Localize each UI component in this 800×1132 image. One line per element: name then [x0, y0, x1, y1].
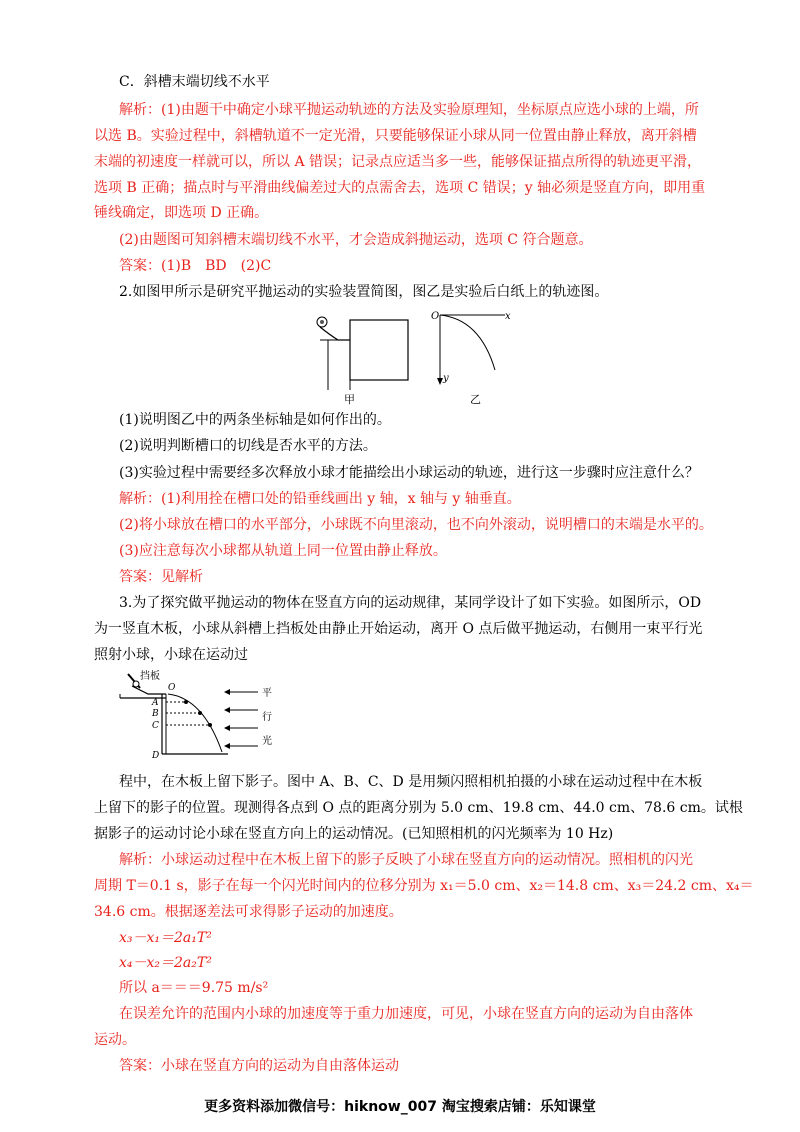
equation-3: 所以 a＝＝＝9.75 m/s²	[119, 980, 269, 996]
q2-question-1: (1)说明图乙中的两条坐标轴是如何作出的。	[119, 412, 391, 428]
light-label-3: 光	[262, 736, 272, 747]
axis-y-label: y	[443, 373, 449, 384]
point-o: O	[168, 683, 176, 693]
q1-analysis-line-2: 以选 B。实验过程中，斜槽轨道不一定光滑，只要能够保证小球从同一位置由静止释放，离开斜槽	[94, 128, 697, 144]
axis-x-label: x	[505, 311, 511, 322]
q1-analysis-line-5: 锤线确定，即选项 D 正确。	[94, 205, 269, 221]
q3-analysis-3: 34.6 cm。根据逐差法可求得影子运动的加速度。	[94, 904, 403, 920]
q3-analysis-2: 周期 T＝0.1 s，影子在每一个闪光时间内的位移分别为 x₁＝5.0 cm、x₂＝14.8 cm、x₃＝24.2 cm、x₄＝	[94, 878, 754, 894]
option-c: C．斜槽末端切线不水平	[119, 74, 270, 90]
q3-stem-1: 3.为了探究做平抛运动的物体在竖直方向的运动规律，某同学设计了如下实验。如图所示，OD	[119, 595, 702, 611]
q2-answer: 答案：见解析	[119, 569, 203, 585]
q2-analysis-3: (3)应注意每次小球都从轨道上同一位置由静止释放。	[119, 543, 447, 559]
q3-analysis-1: 解析：小球运动过程中在木板上留下的影子反映了小球在竖直方向的运动情况。照相机的闪光	[119, 852, 693, 868]
baffle-label: 挡板	[140, 671, 160, 682]
q2-analysis-2: (2)将小球放在槽口的水平部分，小球既不向里滚动，也不向外滚动，说明槽口的末端是水平的。	[119, 517, 713, 533]
q1-analysis-line-6: (2)由题图可知斜槽末端切线不水平，才会造成斜抛运动，选项 C 符合题意。	[119, 232, 593, 248]
q3-answer: 答案：小球在竖直方向的运动为自由落体运动	[119, 1058, 399, 1074]
point-c: C	[152, 721, 159, 731]
axis-origin-label: O	[431, 311, 440, 322]
q3-stem-2: 为一竖直木板，小球从斜槽上挡板处由静止开始运动，离开 O 点后做平抛运动，右侧用一束平行光	[94, 621, 703, 637]
q3-stem-6: 据影子的运动讨论小球在竖直方向上的运动情况。(已知照相机的闪光频率为 10 Hz)	[94, 826, 614, 842]
light-label-1: 平	[262, 688, 272, 699]
q1-analysis-line-3: 末端的初速度一样就可以，所以 A 错误；记录点应适当多一些，能够保证描点所得的轨迹更平滑，	[94, 154, 702, 170]
q3-stem-4: 程中，在木板上留下影子。图中 A、B、C、D 是用频闪照相机拍摄的小球在运动过程中在木板	[119, 774, 703, 790]
point-d: D	[152, 751, 160, 761]
equation-2: x₄－x₂＝2a₂T²	[119, 955, 212, 971]
trajectory-diagram	[431, 311, 511, 405]
q2-question-2: (2)说明判断槽口的切线是否水平的方法。	[119, 438, 377, 454]
q3-stem-5: 上留下的影子的位置。现测得各点到 O 点的距离分别为 5.0 cm、19.8 cm、44.0 cm、78.6 cm。试根	[94, 800, 743, 816]
q2-analysis-1: 解析：(1)利用拴在槽口处的铅垂线画出 y 轴，x 轴与 y 轴垂直。	[119, 491, 521, 507]
label-yi: 乙	[470, 393, 481, 405]
q1-analysis-line-4: 选项 B 正确；描点时与平滑曲线偏差过大的点需舍去，选项 C 错误；y 轴必须是竖直方向，即用重	[94, 180, 706, 196]
q3-conclusion-1: 在误差允许的范围内小球的加速度等于重力加速度，可见，小球在竖直方向的运动为自由落体	[119, 1006, 693, 1022]
q2-figure	[300, 305, 530, 405]
q2-stem: 2.如图甲所示是研究平抛运动的实验装置简图，图乙是实验后白纸上的轨迹图。	[119, 284, 609, 300]
q1-analysis-line-1: 解析：(1)由题干中确定小球平抛运动轨迹的方法及实验原理知，坐标原点应选小球的上端，所	[119, 102, 699, 118]
point-a: A	[152, 698, 159, 708]
q2-question-3: (3)实验过程中需要经多次释放小球才能描绘出小球运动的轨迹，进行这一步骤时应注意什么？	[119, 465, 699, 481]
q1-answer: 答案：(1)B BD (2)C	[119, 258, 272, 274]
point-b: B	[152, 709, 159, 719]
q3-figure	[118, 668, 278, 764]
label-jia: 甲	[344, 393, 355, 405]
apparatus-diagram	[317, 317, 408, 405]
q3-conclusion-2: 运动。	[94, 1032, 136, 1048]
equation-1: x₃－x₁＝2a₁T²	[119, 930, 212, 946]
light-label-2: 行	[262, 712, 272, 723]
page-footer: 更多资料添加微信号：hiknow_007 淘宝搜索店铺：乐知课堂	[204, 1099, 596, 1115]
q3-stem-3: 照射小球，小球在运动过	[94, 647, 248, 663]
